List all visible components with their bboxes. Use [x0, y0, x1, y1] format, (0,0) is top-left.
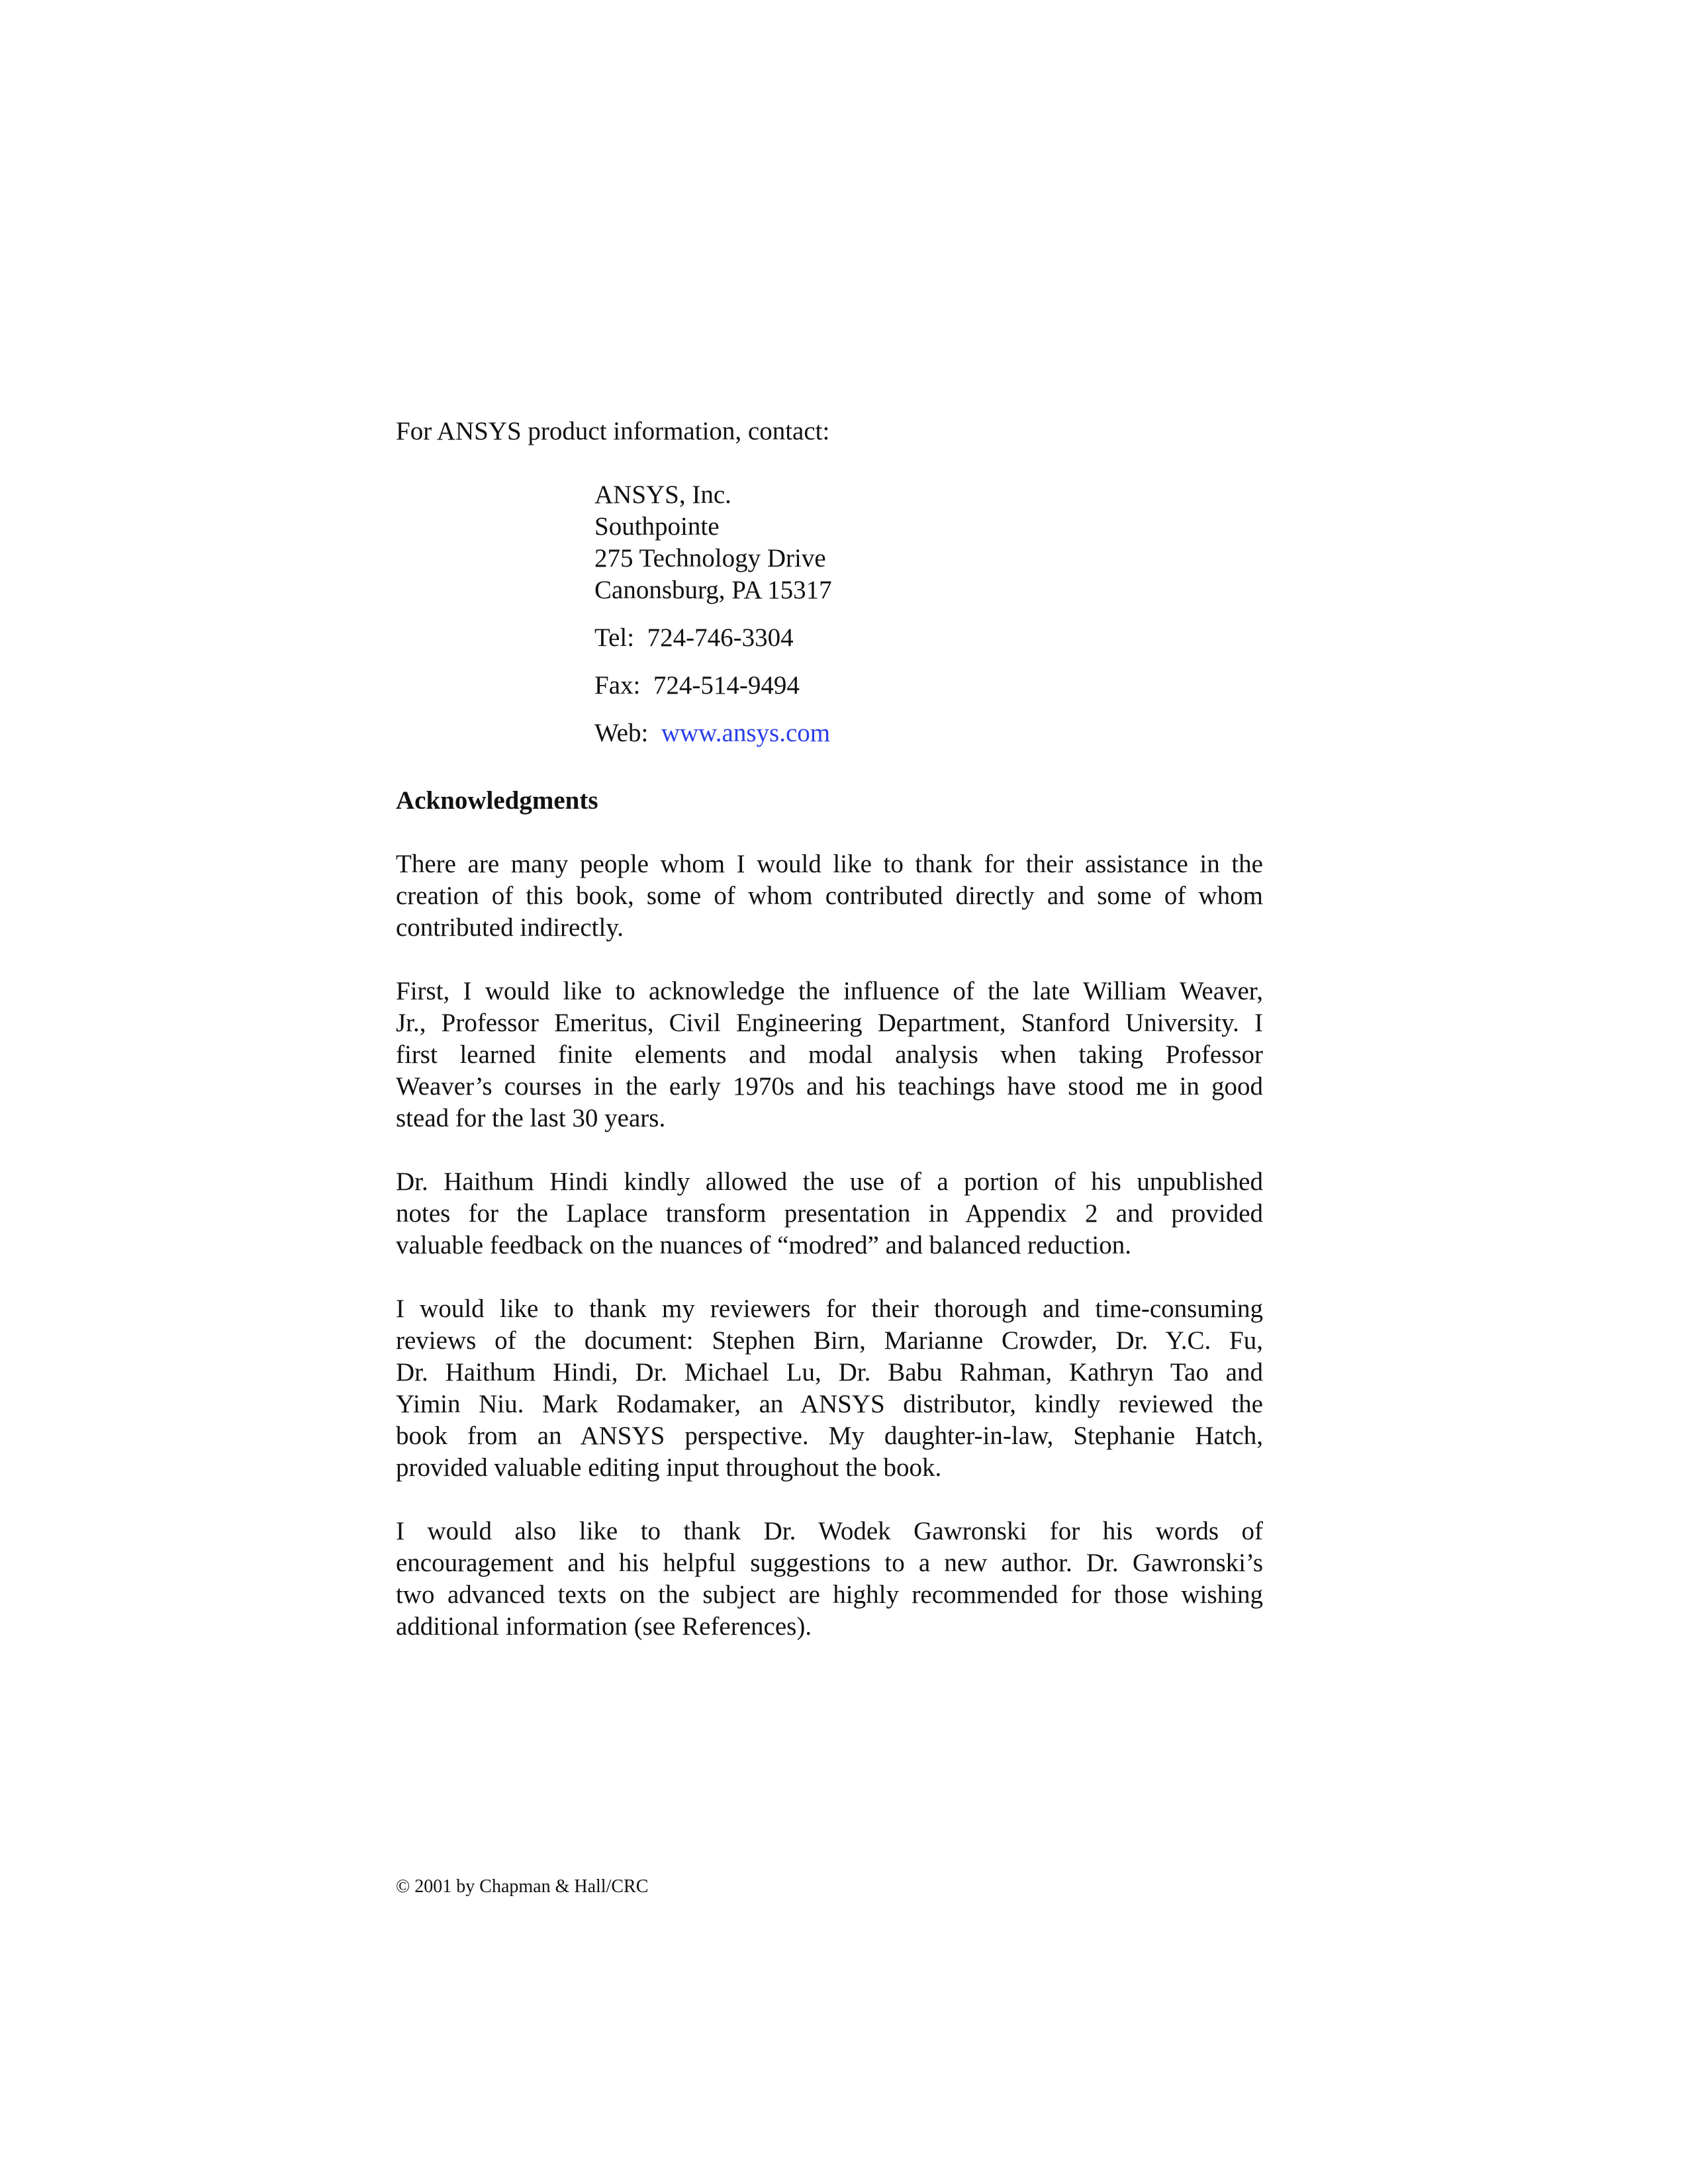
- contact-intro: [396, 416, 1263, 447]
- paragraph-line: There are many people whom I would like to thank for their assistance in the: [396, 850, 1263, 878]
- acknowledgments-heading: Acknowledgments: [396, 786, 598, 815]
- paragraph-line: notes for the Laplace transform presentation in Appendix 2 and provided: [396, 1199, 1263, 1228]
- web-line: [594, 717, 830, 749]
- paragraph-line: creation of this book, some of whom contributed directly and some of whom: [396, 882, 1263, 910]
- paragraph-line: I would also like to thank Dr. Wodek Gawronski for his words of: [396, 1517, 1263, 1545]
- tel-number: 724-746-3304: [647, 623, 794, 652]
- paragraph-line: provided valuable editing input throughout the book.: [396, 1453, 942, 1482]
- paragraph-line: first learned finite elements and modal analysis when taking Professor: [396, 1040, 1263, 1069]
- contact-intro-text: For ANSYS product information, contact:: [396, 417, 830, 445]
- paragraph-line: book from an ANSYS perspective. My daughter-in-law, Stephanie Hatch,: [396, 1422, 1263, 1450]
- fax-label: Fax:: [594, 671, 641, 700]
- paragraph-line: Dr. Haithum Hindi, Dr. Michael Lu, Dr. Babu Rahman, Kathryn Tao and: [396, 1358, 1263, 1387]
- paragraph-line: Weaver’s courses in the early 1970s and his teachings have stood me in good: [396, 1072, 1263, 1101]
- address-line: Southpointe: [594, 512, 720, 541]
- paragraph-line: reviews of the document: Stephen Birn, Marianne Crowder, Dr. Y.C. Fu,: [396, 1326, 1263, 1355]
- paragraph-line: stead for the last 30 years.: [396, 1104, 666, 1132]
- web-label: Web:: [594, 719, 649, 747]
- paragraph-line: valuable feedback on the nuances of “modred” and balanced reduction.: [396, 1231, 1131, 1259]
- paragraph-line: Dr. Haithum Hindi kindly allowed the use of a portion of his unpublished: [396, 1167, 1263, 1196]
- paragraph-line: contributed indirectly.: [396, 913, 624, 942]
- paragraph-line: two advanced texts on the subject are highly recommended for those wishing: [396, 1580, 1263, 1609]
- paragraph: [396, 976, 1263, 1134]
- address-line: ANSYS, Inc.: [594, 480, 731, 509]
- fax-number: 724-514-9494: [653, 671, 800, 700]
- company-address: [594, 479, 832, 606]
- website-link[interactable]: www.ansys.com: [661, 719, 831, 747]
- address-line: Canonsburg, PA 15317: [594, 576, 832, 604]
- paragraph-line: Jr., Professor Emeritus, Civil Engineering Department, Stanford University. I: [396, 1009, 1263, 1037]
- paragraph: [396, 848, 1263, 944]
- copyright-footer: © 2001 by Chapman & Hall/CRC: [396, 1876, 649, 1897]
- paragraph: [396, 1293, 1263, 1484]
- telephone-line: [594, 622, 794, 654]
- paragraph: [396, 1516, 1263, 1643]
- paragraph-line: First, I would like to acknowledge the influence of the late William Weaver,: [396, 977, 1263, 1005]
- paragraph-line: encouragement and his helpful suggestions to a new author. Dr. Gawronski’s: [396, 1549, 1263, 1577]
- fax-line: [594, 670, 800, 702]
- tel-label: Tel:: [594, 623, 635, 652]
- paragraph: [396, 1166, 1263, 1261]
- paragraph-line: I would like to thank my reviewers for their thorough and time-consuming: [396, 1295, 1263, 1323]
- paragraph-line: Yimin Niu. Mark Rodamaker, an ANSYS distributor, kindly reviewed the: [396, 1390, 1263, 1418]
- paragraph-line: additional information (see References).: [396, 1612, 812, 1641]
- address-line: 275 Technology Drive: [594, 544, 826, 572]
